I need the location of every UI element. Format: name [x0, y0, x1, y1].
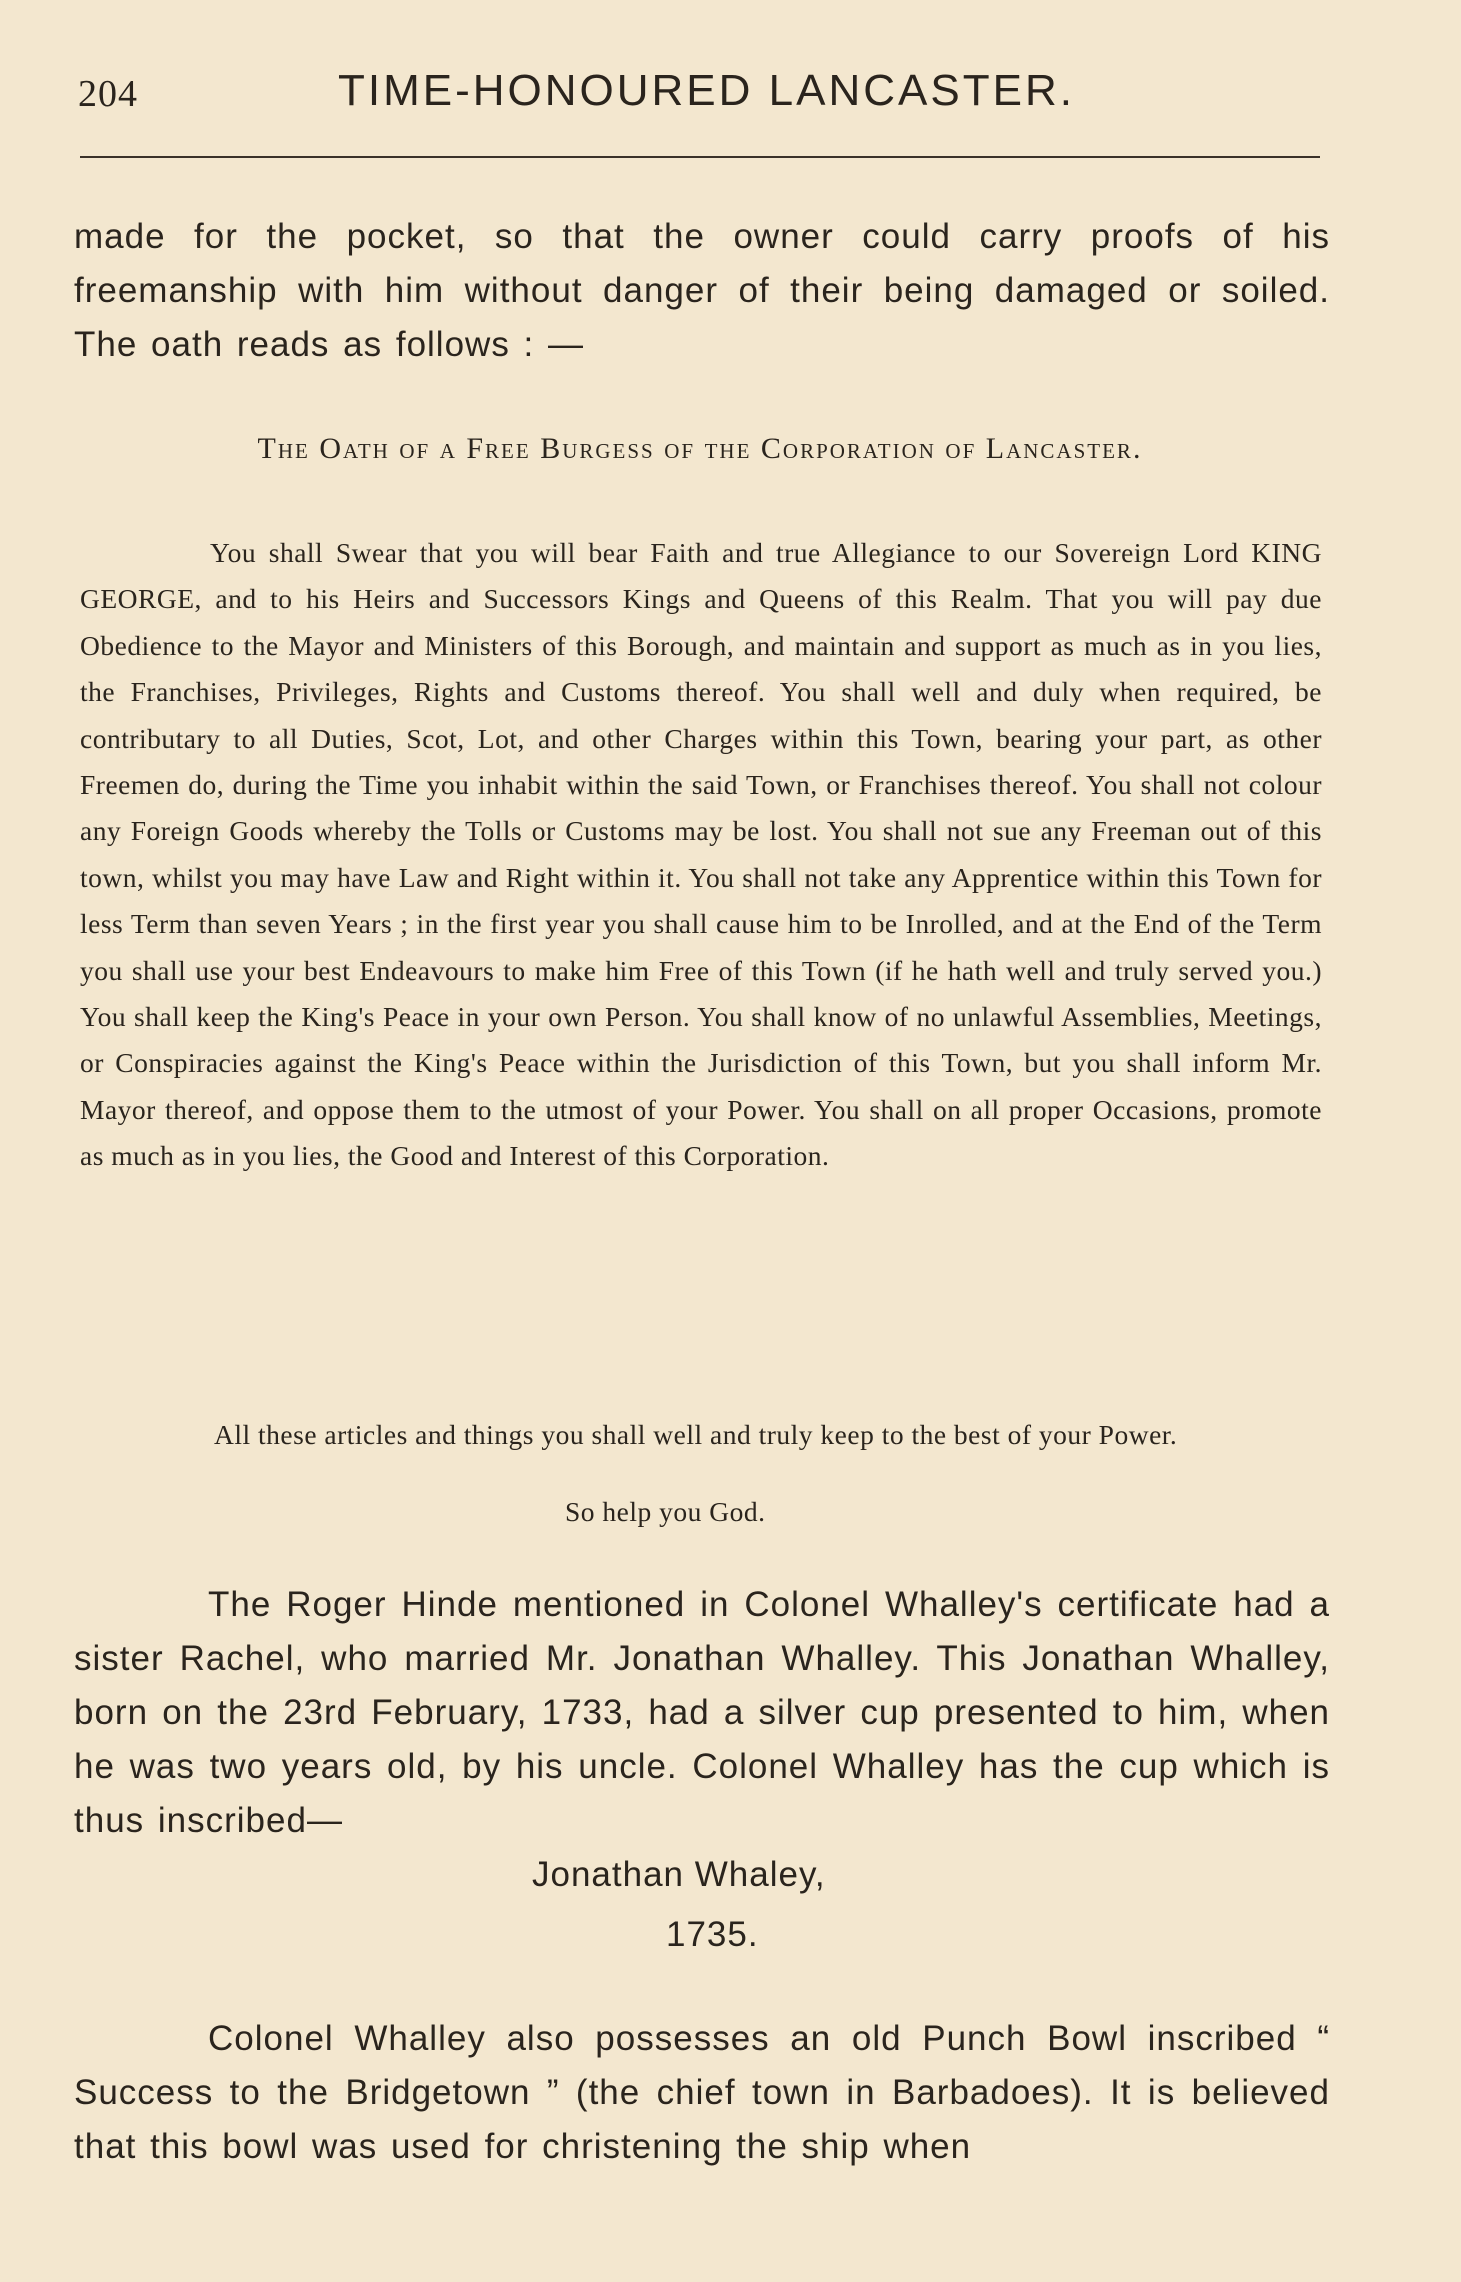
inscription-name: Jonathan Whaley,: [532, 1855, 826, 1894]
paragraph-hinde: The Roger Hinde mentioned in Colonel Whalley's certificate had a sister Rachel, who married Mr. Jonathan Whalley. This Jonathan Whalley, born on the 23rd February, 1733, had a silver cup presented to him, when he was two years old, by his uncle. Colonel Whalley has the cup which is thus inscribed—: [74, 1585, 1330, 1840]
page-number: 204: [78, 73, 138, 115]
oath-heading: The Oath of a Free Burgess of the Corporation of Lancaster.: [257, 432, 1143, 465]
inscription-year: 1735.: [666, 1915, 759, 1954]
running-title: TIME-HONOURED LANCASTER.: [338, 66, 1075, 115]
oath-closing: All these articles and things you shall well and truly keep to the best of your Power.: [214, 1419, 1178, 1450]
paragraph-intro: made for the pocket, so that the owner could carry proofs of his freemanship with him without danger of their being damaged or soiled. The oath reads as follows : —: [74, 217, 1330, 364]
oath-text: You shall Swear that you will bear Faith and true Allegiance to our Sovereign Lord KING GEORGE, and to his Heirs and Successors Kings and Queens of this Realm. That you will pay due Obedience to the Mayor and Ministers of this Borough, and maintain and support as much as in you lies, the Franchises, Privileges, Rights and Customs thereof. You shall well and duly when required, be contributary to all Duties, Scot, Lot, and other Charges within this Town, bearing your part, as other Freemen do, during the Time you inhabit within the said Town, or Franchises thereof. You shall not colour any Foreign Goods whereby the Tolls or Customs may be lost. You shall not sue any Freeman out of this town, whilst you may have Law and Right within it. You shall not take any Apprentice within this Town for less Term than seven Years ; in the first year you shall cause him to be Inrolled, and at the End of the Term you shall use your best Endeavours to make him Free of this Town (if he hath well and truly served you.) You shall keep the King's Peace in your own Person. You shall know of no unlawful Assemblies, Meetings, or Conspiracies against the King's Peace within the Jurisdiction of this Town, but you shall inform Mr. Mayor thereof, and oppose them to the utmost of your Power. You shall on all proper Occasions, promote as much as in you lies, the Good and Interest of this Corporation.: [80, 537, 1322, 1172]
paragraph-punch-bowl: Colonel Whalley also possesses an old Punch Bowl inscribed “ Success to the Bridgetown ” (the chief town in Barbadoes). It is believed that this bowl was used for christening the ship when: [74, 2019, 1330, 2166]
header-rule: [80, 156, 1320, 158]
oath-sign-off: So help you God.: [565, 1496, 766, 1527]
